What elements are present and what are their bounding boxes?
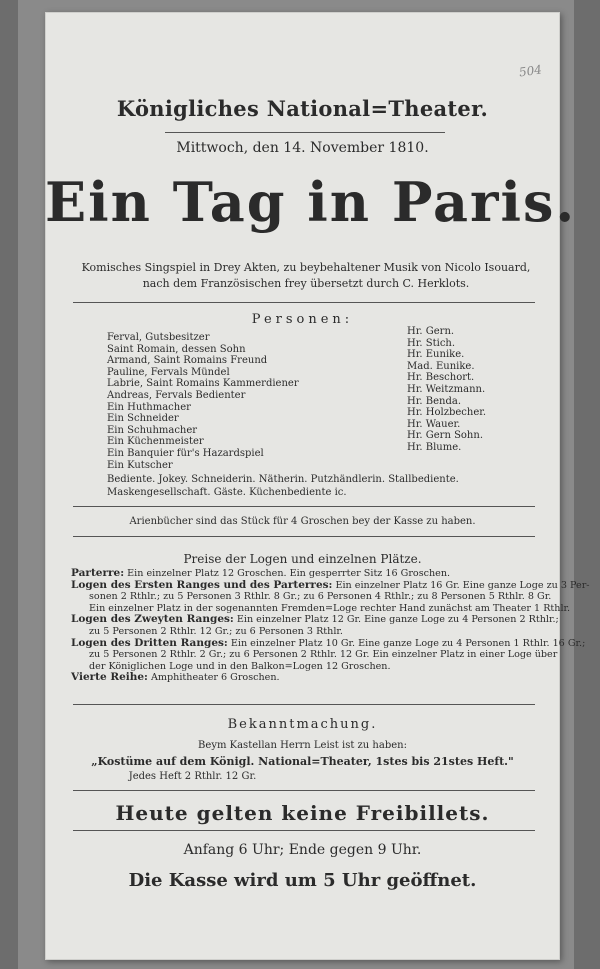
price-text: Ein einzelner Platz 16 Gr. Eine ganze Loge zu 3 Per-	[335, 579, 590, 591]
actor-item: Hr. Blume.	[407, 441, 462, 453]
prices-heading: Preise der Logen und einzelnen Plätze.	[183, 552, 422, 566]
role-item: Armand, Saint Romains Freund	[107, 355, 268, 367]
playbill-sheet	[45, 12, 590, 960]
play-title: Ein Tag in Paris.	[45, 170, 577, 234]
price-line: sonen 2 Rthlr.; zu 5 Personen 3 Rthlr. 8 Gr.; zu 6 Personen 4 Rthlr.; zu 8 Personen 5 Rthlr. 8 Gr.	[89, 591, 552, 603]
price-text: Ein einzelner Platz 12 Groschen. Ein gesperrter Sitz 16 Groschen.	[127, 568, 451, 579]
price-label: Logen des Dritten Ranges:	[71, 636, 228, 649]
role-item: Ein Kutscher	[107, 459, 173, 471]
price-line: der Königlichen Loge und in den Balkon=Logen 12 Groschen.	[89, 660, 391, 672]
price-label: Vierte Reihe:	[71, 671, 148, 684]
performance-date: Mittwoch, den 14. November 1810.	[176, 140, 429, 156]
price-line: zu 5 Personen 2 Rthlr. 12 Gr.; zu 6 Personen 3 Rthlr.	[89, 625, 343, 637]
role-item: Ferval, Gutsbesitzer	[107, 332, 210, 343]
role-item: Ein Schneider	[107, 413, 179, 425]
price-line	[71, 636, 586, 650]
cast-heading: Personen:	[251, 312, 354, 327]
role-list	[107, 332, 299, 471]
divider	[73, 506, 535, 507]
extras-line: Bediente. Jokey. Schneiderin. Nätherin. Putzhändlerin. Stallbediente.	[107, 474, 459, 485]
price-label: Parterre:	[71, 567, 125, 579]
box-office-notice: Die Kasse wird um 5 Uhr geöffnet.	[128, 870, 477, 891]
actor-item: Hr. Eunike.	[407, 349, 465, 361]
price-text: Ein einzelner Platz 12 Gr. Eine ganze Loge zu 4 Personen 2 Rthlr.;	[236, 614, 559, 626]
divider	[73, 536, 535, 537]
notice-kastellan: Beym Kastellan Herrn Leist ist zu haben:	[198, 740, 407, 751]
role-item: Andreas, Fervals Bedienter	[107, 389, 246, 401]
theater-name: Königliches National=Theater.	[116, 96, 489, 121]
divider	[73, 704, 535, 705]
actor-list	[407, 326, 486, 454]
price-text: Ein einzelner Platz 10 Gr. Eine ganze Loge zu 4 Personen 1 Rthlr. 16 Gr.;	[230, 637, 586, 649]
price-text: Amphitheater 6 Groschen.	[151, 672, 280, 684]
role-item: Saint Romain, dessen Sohn	[107, 343, 246, 355]
freibillets-notice: Heute gelten keine Freibillets.	[115, 801, 490, 825]
role-item: Pauline, Fervals Mündel	[107, 366, 230, 378]
notice-heft: Jedes Heft 2 Rthlr. 12 Gr.	[128, 771, 257, 782]
role-item: Ein Schuhmacher	[107, 424, 198, 436]
actor-item: Hr. Beschort.	[407, 372, 475, 384]
actor-item: Mad. Eunike.	[407, 360, 475, 372]
play-subtitle: Komisches Singspiel in Drey Akten, zu beybehaltener Musik von Nicolo Isouard, nach dem Französischen frey übersetzt durch C. Herklots.	[81, 261, 531, 290]
actor-item: Hr. Wauer.	[407, 418, 461, 430]
price-line	[71, 672, 547, 684]
role-item: Ein Huthmacher	[107, 401, 191, 413]
price-label: Logen des Zweyten Ranges:	[71, 613, 234, 626]
price-line: Ein einzelner Platz in der sogenannten Fremden=Loge rechter Hand zunächst am Theater 1 Rthlr.	[89, 602, 571, 614]
textbook-note: Arienbücher sind das Stück für 4 Groschen bey der Kasse zu haben.	[129, 516, 476, 527]
price-line	[71, 578, 590, 592]
divider	[73, 302, 535, 303]
start-time: Anfang 6 Uhr; Ende gegen 9 Uhr.	[183, 842, 422, 858]
role-item: Ein Küchenmeister	[107, 436, 204, 448]
actor-item: Hr. Holzbecher.	[407, 407, 487, 419]
actor-item: Hr. Gern.	[407, 326, 455, 337]
price-line: zu 5 Personen 2 Rthlr. 2 Gr.; zu 6 Personen 2 Rthlr. 12 Gr. Ein einzelner Platz in einer Loge über	[89, 649, 558, 661]
price-line	[71, 613, 559, 626]
actor-item: Hr. Benda.	[407, 395, 462, 407]
role-item: Labrie, Saint Romains Kammerdiener	[107, 378, 299, 390]
extras-line: Maskengesellschaft. Gäste. Küchenbediente ic.	[107, 487, 347, 498]
divider	[165, 132, 445, 133]
notice-heading: Bekanntmachung.	[227, 717, 378, 732]
price-list	[71, 567, 590, 684]
role-item: Ein Banquier für's Hazardspiel	[107, 447, 264, 459]
page-number: 504	[518, 62, 543, 80]
notice-kostuem: „Kostüme auf dem Königl. National=Theater, 1stes bis 21stes Heft."	[91, 755, 514, 768]
divider	[73, 830, 535, 831]
price-label: Logen des Ersten Ranges und des Parterres:	[71, 578, 333, 591]
actor-item: Hr. Gern Sohn.	[407, 430, 483, 442]
actor-item: Hr. Weitzmann.	[407, 383, 486, 395]
actor-item: Hr. Stich.	[407, 337, 456, 349]
divider	[73, 790, 535, 791]
